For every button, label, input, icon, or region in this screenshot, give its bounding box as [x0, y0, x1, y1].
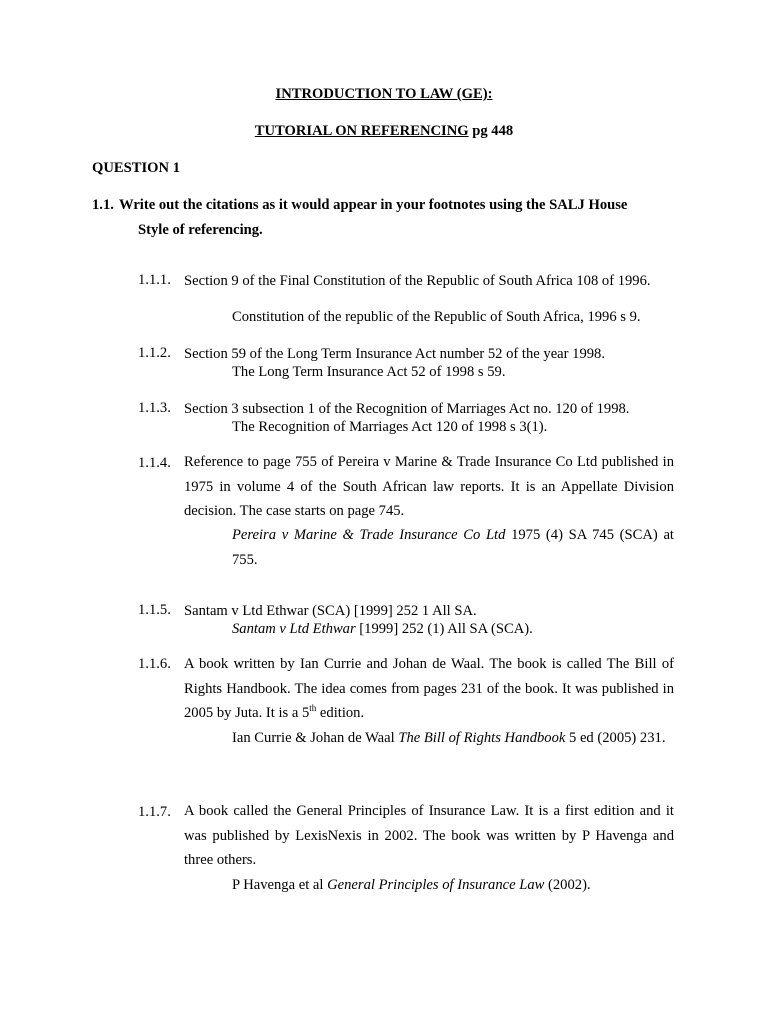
item-number: 1.1.4. — [138, 455, 171, 471]
case-name: Pereira v Marine & Trade Insurance Co Ltd — [232, 527, 506, 543]
item-question: A book called the General Principles of Insurance Law. It is a first edition and it was published by LexisNexis in 2002. The book was written by P Havenga and three others. — [184, 803, 674, 868]
document-subtitle — [0, 123, 768, 140]
item-number: 1.1.6. — [138, 656, 171, 672]
item-answer: Constitution of the republic of the Republic of South Africa, 1996 s 9. — [232, 309, 641, 325]
document-title: INTRODUCTION TO LAW (GE): — [275, 86, 493, 102]
item-number: 1.1.1. — [138, 272, 171, 288]
case-citation: 1975 (4) SA 745 (SCA) at 755. — [232, 527, 674, 568]
book-title: The Bill of Rights Handbook — [398, 730, 566, 746]
superscript: th — [309, 703, 317, 714]
subtitle-page: pg 448 — [468, 123, 514, 139]
item-number: 1.1.2. — [138, 345, 171, 361]
item-question: A book written by Ian Currie and Johan de Waal. The book is called The Bill of Rights Handbook. The idea comes from pages 231 of the book. It was published in 2005 by Juta. It is a 5th edition. — [184, 656, 674, 721]
subtitle-underlined: TUTORIAL ON REFERENCING — [254, 123, 469, 139]
item-question: Section 9 of the Final Constitution of the Republic of South Africa 108 of 1996. — [184, 273, 651, 289]
item-answer — [232, 620, 674, 638]
item-answer: The Recognition of Marriages Act 120 of 1998 s 3(1). — [232, 419, 548, 435]
question-heading: QUESTION 1 — [92, 160, 180, 176]
case-citation: [1999] 252 (1) All SA (SCA). — [355, 621, 533, 637]
item-number: 1.1.7. — [138, 804, 171, 820]
book-title: General Principles of Insurance Law — [327, 877, 545, 893]
item-answer: Ian Currie & Johan de Waal The Bill of Rights Handbook 5 ed (2005) 231. — [232, 730, 666, 746]
item-question: Section 3 subsection 1 of the Recognition of Marriages Act no. 120 of 1998. — [184, 401, 630, 417]
item-question: Section 59 of the Long Term Insurance Act number 52 of the year 1998. — [184, 346, 606, 362]
case-name: Santam v Ltd Ethwar — [232, 621, 356, 637]
instruction-line-1: Write out the citations as it would appear in your footnotes using the SALJ House — [119, 197, 628, 213]
instruction-line-2: Style of referencing. — [138, 222, 263, 238]
instruction-number: 1.1. — [92, 197, 114, 213]
item-answer — [232, 523, 674, 572]
item-number: 1.1.5. — [138, 602, 171, 618]
item-question: Reference to page 755 of Pereira v Marine & Trade Insurance Co Ltd published in 1975 in volume 4 of the South African law reports. It is an Appellate Division decision. The case starts on page 745. — [184, 454, 674, 519]
item-number: 1.1.3. — [138, 400, 171, 416]
item-question: Santam v Ltd Ethwar (SCA) [1999] 252 1 All SA. — [184, 603, 477, 619]
item-answer: The Long Term Insurance Act 52 of 1998 s 59. — [232, 364, 506, 380]
item-answer: P Havenga et al General Principles of Insurance Law (2002). — [232, 877, 591, 893]
